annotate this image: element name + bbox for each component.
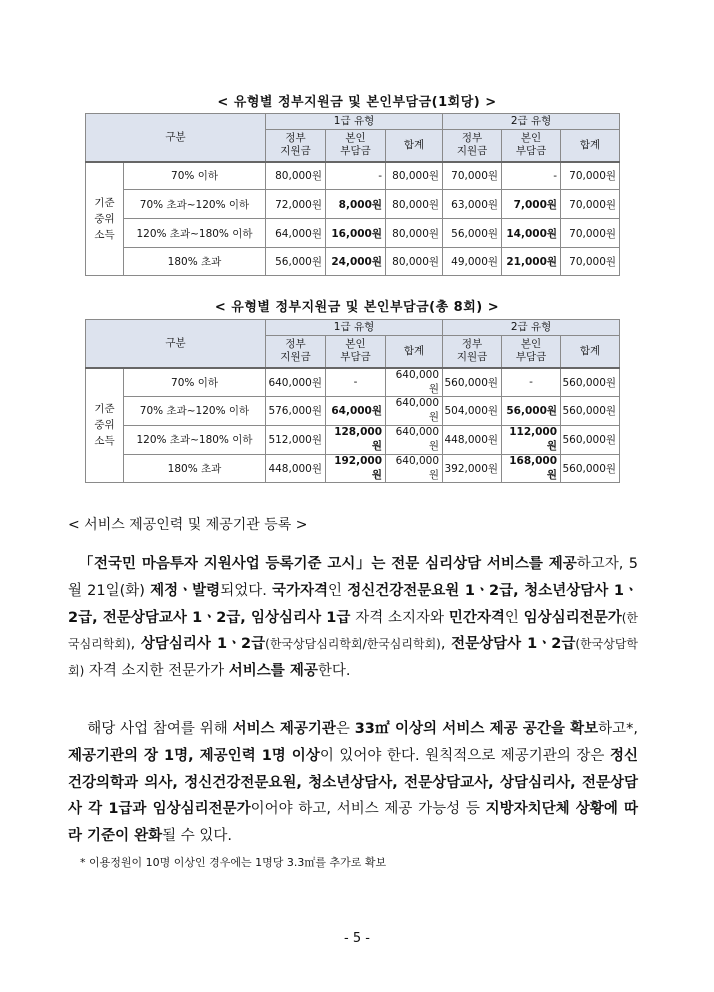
g1-total-cell: 80,000원 (386, 190, 443, 219)
g1-total-cell: 80,000원 (386, 162, 443, 190)
row-group-label: 기준 중위 소득 (86, 162, 124, 276)
g2-total-cell: 560,000원 (561, 454, 620, 482)
footnote: * 이용정원이 10명 이상인 경우에는 1명당 3.3㎡를 추가로 확보 (80, 856, 387, 869)
g1-gov-cell: 72,000원 (266, 190, 326, 219)
g2-gov-cell: 560,000원 (443, 368, 502, 397)
g2-total-cell: 70,000원 (561, 190, 620, 219)
header-grade1: 1급 유형 (266, 320, 443, 336)
header-category: 구분 (86, 320, 266, 368)
paragraph-provider-requirements: 해당 사업 참여를 위해 서비스 제공기관은 33㎡ 이상의 서비스 제공 공간을 확보하고*, 제공기관의 장 1명, 제공인력 1명 이상이 있어야 한다. 원칙적으로 제공기관의 장은 정신건강의학과 의사, 정신건강전문요원, 청소년상담사, 전문상담교사, 상담심리사, 전문상담사 각 1급과 임상심리전문가이어야 하고, 서비스 제공 가능성 등 지방자치단체 상황에 따라 기준이 완화될 수 있다. (68, 721, 639, 845)
fee-table-total (85, 319, 620, 483)
header-self-pay: 본인 부담금 (502, 130, 561, 162)
g1-gov-cell: 56,000원 (266, 248, 326, 276)
income-band: 70% 초과~120% 이하 (124, 396, 266, 425)
header-gov-support: 정부 지원금 (266, 130, 326, 162)
page-number: - 5 - (344, 931, 370, 946)
table2-title: < 유형별 정부지원금 및 본인부담금(총 8회) > (214, 300, 500, 315)
income-band: 180% 초과 (124, 248, 266, 276)
g1-self-cell: - (326, 162, 386, 190)
g1-gov-cell: 64,000원 (266, 219, 326, 248)
g1-self-cell: 8,000원 (326, 190, 386, 219)
g1-gov-cell: 448,000원 (266, 454, 326, 482)
g2-self-cell: - (502, 162, 561, 190)
income-band: 70% 이하 (124, 162, 266, 190)
g1-total-cell: 640,000원 (386, 396, 443, 425)
header-total: 합계 (386, 336, 443, 368)
g2-self-cell: 112,000원 (502, 425, 561, 454)
g2-total-cell: 560,000원 (561, 368, 620, 397)
g1-total-cell: 640,000원 (386, 454, 443, 482)
income-band: 70% 초과~120% 이하 (124, 190, 266, 219)
g1-total-cell: 640,000원 (386, 368, 443, 397)
g1-self-cell: 16,000원 (326, 219, 386, 248)
g2-self-cell: 21,000원 (502, 248, 561, 276)
g1-gov-cell: 512,000원 (266, 425, 326, 454)
g1-gov-cell: 576,000원 (266, 396, 326, 425)
header-self-pay: 본인 부담금 (502, 336, 561, 368)
income-band: 70% 이하 (124, 368, 266, 397)
para1-bold: 「전국민 마음투자 지원사업 등록기준 고시」는 전문 심리상담 서비스를 제공 (78, 556, 577, 572)
paragraph-registration-criteria: 「전국민 마음투자 지원사업 등록기준 고시」는 전문 심리상담 서비스를 제공하고자, 5월 21일(화) 제정ㆍ발령되었다. 국가자격인 정신건강전문요원 1ㆍ2급, 청소년상담사 1ㆍ2급, 전문상담교사 1ㆍ2급, 임상심리사 1급 자격 소지자와 민간자격인 임상심리전문가(한국심리학회), 상담심리사 1ㆍ2급(한국상담심리학회/한국심리학회), 전문상담사 1ㆍ2급(한국상담학회) 자격 소지한 전문가가 서비스를 제공한다. (68, 556, 639, 680)
section-heading: < 서비스 제공인력 및 제공기관 등록 > (68, 517, 308, 533)
table1-title: < 유형별 정부지원금 및 본인부담금(1회당) > (217, 95, 497, 110)
row-group-label: 기준 중위 소득 (86, 368, 124, 483)
g2-total-cell: 70,000원 (561, 219, 620, 248)
g1-self-cell: 24,000원 (326, 248, 386, 276)
g2-self-cell: 56,000원 (502, 396, 561, 425)
g1-gov-cell: 80,000원 (266, 162, 326, 190)
g2-gov-cell: 448,000원 (443, 425, 502, 454)
g2-gov-cell: 63,000원 (443, 190, 502, 219)
g2-gov-cell: 49,000원 (443, 248, 502, 276)
g1-self-cell: - (326, 368, 386, 397)
income-band: 120% 초과~180% 이하 (124, 219, 266, 248)
g1-self-cell: 128,000원 (326, 425, 386, 454)
header-total: 합계 (561, 130, 620, 162)
g2-self-cell: 14,000원 (502, 219, 561, 248)
header-grade2: 2급 유형 (443, 320, 620, 336)
fee-table-per-session (85, 113, 620, 276)
income-band: 180% 초과 (124, 454, 266, 482)
header-total: 합계 (386, 130, 443, 162)
g1-gov-cell: 640,000원 (266, 368, 326, 397)
header-gov-support: 정부 지원금 (443, 130, 502, 162)
header-gov-support: 정부 지원금 (443, 336, 502, 368)
header-self-pay: 본인 부담금 (326, 130, 386, 162)
g2-total-cell: 70,000원 (561, 248, 620, 276)
g1-total-cell: 80,000원 (386, 219, 443, 248)
g2-gov-cell: 56,000원 (443, 219, 502, 248)
g2-self-cell: 7,000원 (502, 190, 561, 219)
header-grade1: 1급 유형 (266, 114, 443, 130)
income-band: 120% 초과~180% 이하 (124, 425, 266, 454)
g2-total-cell: 560,000원 (561, 425, 620, 454)
g1-total-cell: 640,000원 (386, 425, 443, 454)
g2-gov-cell: 70,000원 (443, 162, 502, 190)
header-total: 합계 (561, 336, 620, 368)
g2-total-cell: 70,000원 (561, 162, 620, 190)
header-gov-support: 정부 지원금 (266, 336, 326, 368)
g2-gov-cell: 504,000원 (443, 396, 502, 425)
g1-self-cell: 64,000원 (326, 396, 386, 425)
g2-gov-cell: 392,000원 (443, 454, 502, 482)
header-grade2: 2급 유형 (443, 114, 620, 130)
g2-self-cell: 168,000원 (502, 454, 561, 482)
g2-total-cell: 560,000원 (561, 396, 620, 425)
g2-self-cell: - (502, 368, 561, 397)
g1-self-cell: 192,000원 (326, 454, 386, 482)
header-self-pay: 본인 부담금 (326, 336, 386, 368)
header-category: 구분 (86, 114, 266, 162)
g1-total-cell: 80,000원 (386, 248, 443, 276)
